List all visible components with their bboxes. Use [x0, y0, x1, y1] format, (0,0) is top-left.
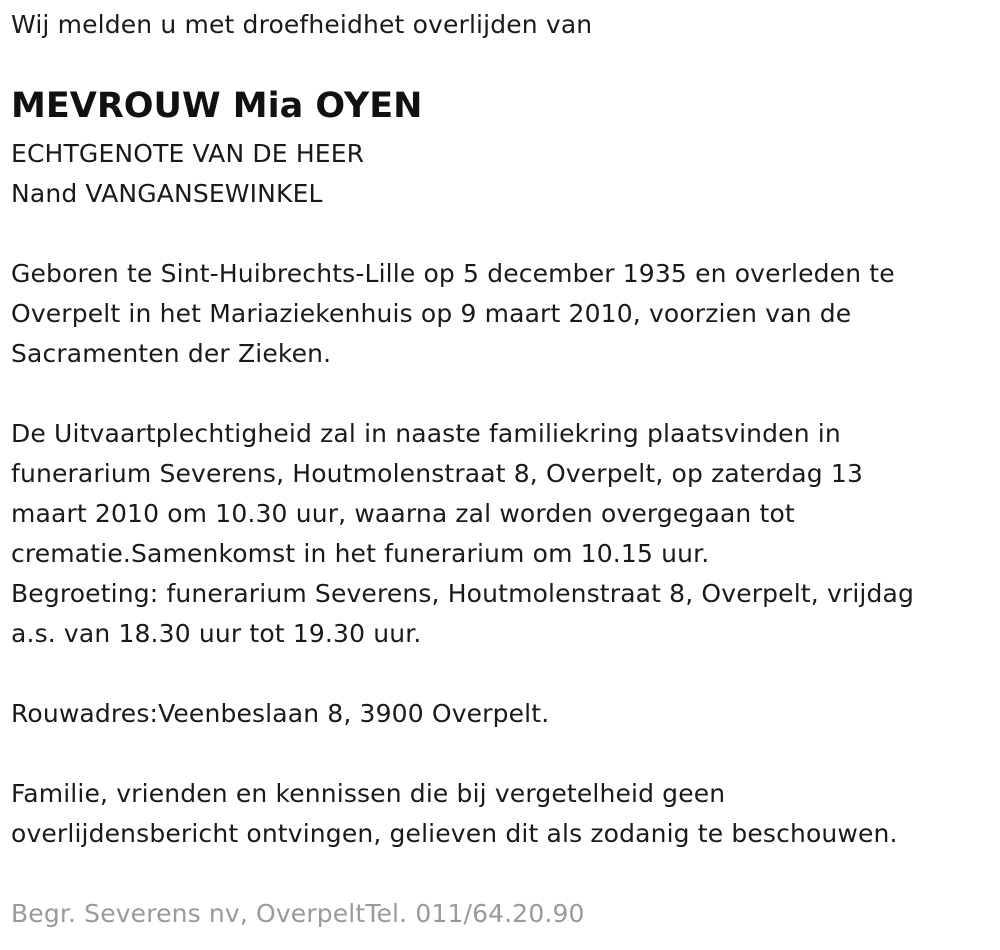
birth-death-paragraph	[11, 254, 895, 374]
paragraph-line: overlijdensbericht ontvingen, gelieven dit als zodanig te beschouwen.	[11, 819, 898, 848]
deceased-name: MEVROUW Mia OYEN	[11, 86, 423, 126]
paragraph-line: maart 2010 om 10.30 uur, waarna zal worden overgegaan tot	[11, 499, 795, 528]
paragraph-line: crematie.Samenkomst in het funerarium om 10.15 uur.	[11, 539, 710, 568]
funeral-home-footer: Begr. Severens nv, OverpeltTel. 011/64.20.90	[11, 899, 585, 928]
spouse-name: Nand VANGANSEWINKEL	[11, 179, 323, 208]
paragraph-line: De Uitvaartplechtigheid zal in naaste familiekring plaatsvinden in	[11, 419, 841, 448]
paragraph-line: Begroeting: funerarium Severens, Houtmolenstraat 8, Overpelt, vrijdag	[11, 579, 915, 608]
paragraph-line: Rouwadres:Veenbeslaan 8, 3900 Overpelt.	[11, 699, 550, 728]
family-note-paragraph	[11, 774, 898, 854]
paragraph-line: Overpelt in het Mariaziekenhuis op 9 maart 2010, voorzien van de	[11, 299, 852, 328]
intro-text: Wij melden u met droefheidhet overlijden van	[11, 10, 593, 39]
paragraph-line: Geboren te Sint-Huibrechts-Lille op 5 december 1935 en overleden te	[11, 259, 895, 288]
paragraph-line: Familie, vrienden en kennissen die bij vergetelheid geen	[11, 779, 726, 808]
paragraph-line: a.s. van 18.30 uur tot 19.30 uur.	[11, 619, 422, 648]
paragraph-line: Sacramenten der Zieken.	[11, 339, 332, 368]
mourning-address	[11, 694, 549, 734]
funeral-paragraph	[11, 414, 914, 654]
paragraph-line: funerarium Severens, Houtmolenstraat 8, Overpelt, op zaterdag 13	[11, 459, 864, 488]
spouse-label: ECHTGENOTE VAN DE HEER	[11, 139, 365, 168]
